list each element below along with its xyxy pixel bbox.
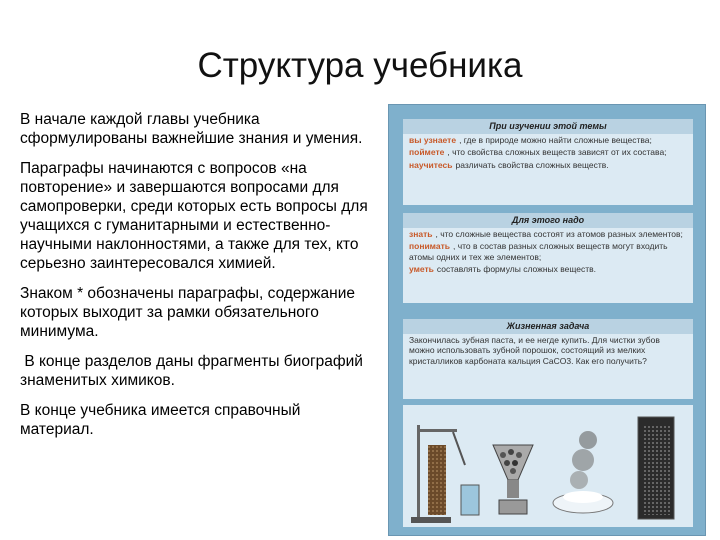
life-task-text: Закончилась зубная паста, и ее негде купить. Для чистки зубов можно использовать зубной порошок, состоящий из мелких кристалликов карбоната кальция CaCO3. Как его получить? (409, 334, 660, 366)
paragraph-3: Знаком * обозначены параграфы, содержание которых выходит за рамки обязательного минимума. (20, 285, 355, 340)
goal-row: поймете , что свойства сложных веществ зависят от их состава; (409, 147, 667, 157)
requirement-row: знать , что сложные вещества состоят из атомов разных элементов; (409, 228, 683, 239)
paragraph-1: В начале каждой главы учебника сформулированы важнейшие знания и умения. (20, 111, 363, 147)
requirements-block (403, 213, 693, 303)
slide-title: Структура учебника (197, 46, 523, 85)
requirements-header: Для этого надо (403, 213, 693, 228)
life-task-header: Жизненная задача (403, 319, 693, 334)
goal-row: вы узнаете , где в природе можно найти сложные вещества; (409, 134, 652, 145)
topic-goals-block (403, 119, 693, 205)
lab-equipment-icon (403, 405, 693, 527)
paragraph-4: В конце разделов даны фрагменты биографий знаменитых химиков. (20, 353, 368, 389)
text-column (20, 110, 375, 450)
paragraph-2: Параграфы начинаются с вопросов «на повторение» и завершаются вопросами для самопроверки, среди которых есть вопросы для учащихся с гуманитарными и естественно-научными наклонностями, а также для тех, кто серьезно заинтересовался химией. (20, 160, 368, 272)
paragraph-5: В конце учебника имеется справочный материал. (20, 402, 301, 438)
topic-goals-header: При изучении этой темы (403, 119, 693, 134)
requirement-row: уметь составлять формулы сложных веществ. (409, 264, 597, 274)
life-task-block (403, 319, 693, 399)
goal-row: научитесь различать свойства сложных веществ. (409, 159, 609, 170)
textbook-page-scan (388, 104, 706, 536)
requirement-row: понимать , что в состав разных сложных веществ могут входить атомы одних и тех же элементов; (409, 241, 668, 262)
lab-equipment-illustration (403, 405, 693, 527)
